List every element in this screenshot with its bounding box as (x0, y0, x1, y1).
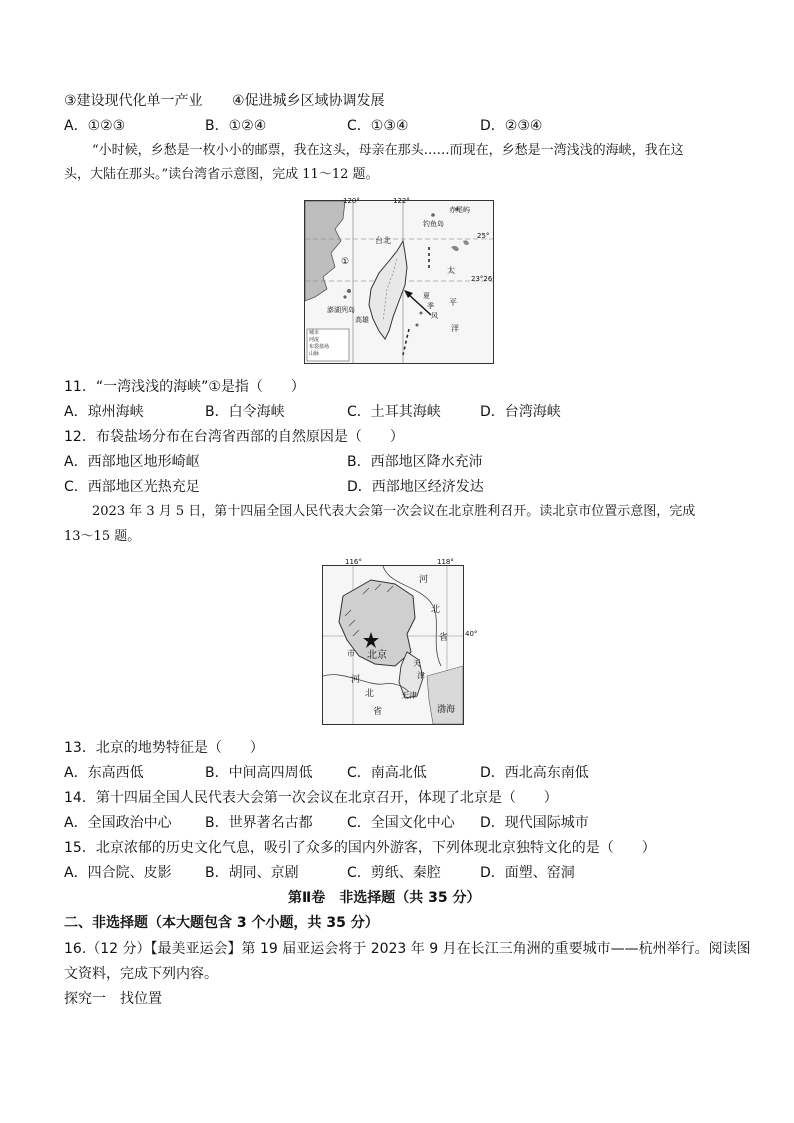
passage1-line1: “小时候，乡愁是一枚小小的邮票，我在这头，母亲在那头……而现在，乡愁是一湾浅浅的海峡，我在这 (92, 143, 684, 158)
lat-23-label: 23°26' (471, 275, 495, 283)
legend-saltfield: 布袋盐场 (309, 344, 330, 350)
monsoon-label-xia: 夏 (423, 292, 430, 300)
q11-choice-d[interactable]: D．台湾海峡 (480, 404, 561, 420)
q12-stem: 12．布袋盐场分布在台湾省西部的自然原因是（ ） (64, 429, 404, 445)
strait-marker-label: ① (341, 257, 350, 267)
q14-choice-c[interactable]: C．全国文化中心 (347, 815, 455, 831)
q14-choice-b[interactable]: B．世界著名古都 (205, 815, 313, 831)
legend-city: 城市 (309, 330, 320, 336)
chiweiyu-label: 赤尾屿 (449, 206, 470, 214)
q15-choice-b[interactable]: B．胡同、京剧 (205, 865, 299, 881)
q12-choice-c[interactable]: C．西部地区光热充足 (64, 479, 200, 495)
lat-25-label: 25° (477, 232, 490, 240)
monsoon-label-ji: 季 (427, 302, 434, 310)
section2-heading: 二、非选择题（本大题包含 3 个小题，共 35 分） (64, 915, 379, 931)
hebei-sheng-label: 省 (439, 633, 449, 643)
diaoyudao-label: 钓鱼岛 (423, 220, 444, 228)
q16-subheading: 探究一 找位置 (64, 991, 162, 1007)
taiwan-map (304, 197, 495, 364)
choice-c[interactable]: C．①③④ (347, 118, 409, 134)
q15-choice-d[interactable]: D．面塑、窑洞 (480, 865, 575, 881)
q13-choice-c[interactable]: C．南高北低 (347, 765, 427, 781)
pacific-label-tai: 太 (447, 266, 455, 275)
q12-choice-a[interactable]: A．西部地区地形崎岖 (64, 454, 200, 470)
map-legend (309, 330, 329, 358)
q15-choice-c[interactable]: C．剪纸、秦腔 (347, 865, 441, 881)
q16-line1: 16.（12 分）【最美亚运会】第 19 届亚运会将于 2023 年 9 月在长江三角洲的重要城市——杭州举行。阅读图 (64, 941, 751, 957)
passage1-line2: 头，大陆在那头。”读台湾省示意图，完成 11～12 题。 (64, 167, 379, 182)
bohai-label: 渤海 (437, 705, 456, 715)
hebei-he-label: 河 (419, 575, 429, 585)
tianjin-label: 天津 (401, 691, 417, 700)
option-4: ④促进城乡区域协调发展 (232, 93, 385, 109)
monsoon-label-feng: 风 (431, 312, 438, 320)
q13-stem: 13．北京的地势特征是（ ） (64, 740, 264, 756)
q13-choice-d[interactable]: D．西北高东南低 (480, 765, 589, 781)
penghu-label: 澎湖列岛 (327, 306, 355, 314)
q11-choice-c[interactable]: C．土耳其海峡 (347, 404, 441, 420)
q12-choice-d[interactable]: D．西部地区经济发达 (347, 479, 484, 495)
q11-stem: 11．“一湾浅浅的海峡”①是指（ ） (64, 379, 305, 395)
lon-118-label: 118° (437, 558, 454, 566)
hebei-he2-label: 河 (351, 675, 361, 685)
pacific-label-ping: 平 (449, 298, 457, 307)
q14-choice-a[interactable]: A．全国政治中心 (64, 815, 172, 831)
hebei-sheng2-label: 省 (373, 707, 383, 717)
passage2-line2: 13～15 题。 (64, 529, 141, 544)
lon-116-label: 116° (345, 558, 362, 566)
lon-120-label: 120° (343, 197, 360, 205)
beijing-map (322, 558, 478, 725)
q13-choice-a[interactable]: A．东高西低 (64, 765, 144, 781)
q16-line2: 文资料，完成下列内容。 (64, 966, 218, 982)
lon-122-label: 122° (393, 197, 410, 205)
q11-choice-a[interactable]: A．琼州海峡 (64, 404, 144, 420)
q14-stem: 14．第十四届全国人民代表大会第一次会议在北京召开，体现了北京是（ ） (64, 790, 558, 806)
q13-choice-b[interactable]: B．中间高四周低 (205, 765, 313, 781)
shi-label: 市 (347, 649, 355, 658)
hebei-bei-label: 北 (431, 605, 441, 615)
tianjin-jin-label: 津 (417, 671, 425, 680)
passage2-line1: 2023 年 3 月 5 日，第十四届全国人民代表大会第一次会议在北京胜利召开。读北京市位置示意图，完成 (92, 504, 696, 519)
gaoxiong-label: 高雄 (355, 316, 369, 324)
choice-a[interactable]: A．①②③ (64, 118, 126, 134)
legend-river: 河流 (309, 337, 320, 343)
q14-choice-d[interactable]: D．现代国际城市 (480, 815, 589, 831)
choice-b[interactable]: B．①②④ (205, 118, 267, 134)
hebei-bei2-label: 北 (365, 689, 375, 699)
lat-40-label: 40° (465, 630, 478, 638)
taibei-label: 台北 (375, 236, 391, 245)
option-3: ③建设现代化单一产业 (64, 93, 203, 109)
section2-title: 第Ⅱ卷 非选择题（共 35 分） (288, 890, 481, 906)
tianjin-tian-label: 天 (413, 659, 421, 668)
q11-choice-b[interactable]: B．白令海峡 (205, 404, 285, 420)
pacific-label-yang: 洋 (451, 324, 459, 333)
legend-mountain: 山脉 (309, 351, 320, 357)
q15-choice-a[interactable]: A．四合院、皮影 (64, 865, 172, 881)
q15-stem: 15．北京浓郁的历史文化气息，吸引了众多的国内外游客，下列体现北京独特文化的是（ ） (64, 840, 656, 856)
q12-choice-b[interactable]: B．西部地区降水充沛 (347, 454, 483, 470)
beijing-label: 北京 (367, 650, 387, 661)
choice-d[interactable]: D．②③④ (480, 118, 543, 134)
